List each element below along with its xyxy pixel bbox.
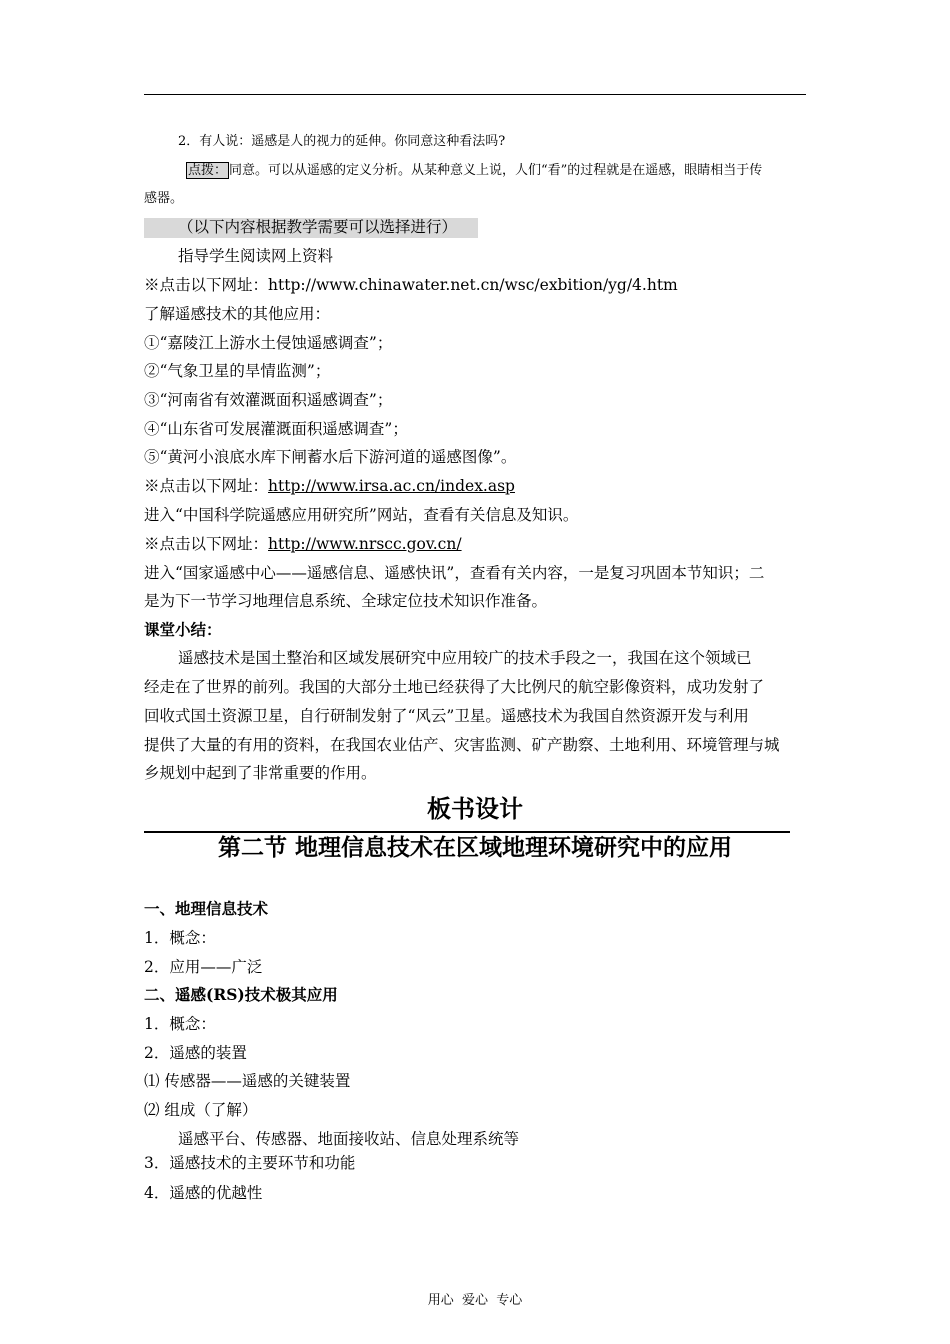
section-1-item: 2．应用——广泛 [144,958,263,976]
link-2-description: 进入“中国科学院遥感应用研究所”网站，查看有关信息及知识。 [144,506,579,524]
application-item: ④“山东省可发展灌溉面积遥感调查”； [144,420,408,438]
answer-2-line1 [186,160,762,182]
section-2-item: 4．遥感的优越性 [144,1184,263,1202]
application-item: ③“河南省有效灌溉面积遥感调查”； [144,391,393,409]
link-2-url[interactable]: http://www.irsa.ac.cn/index.asp [268,477,515,495]
question-2: 2．有人说：遥感是人的视力的延伸。你同意这种看法吗? [178,134,506,149]
link-3-description-line2: 是为下一节学习地理信息系统、全球定位技术知识作准备。 [144,592,548,610]
link-1-url[interactable]: http://www.chinawater.net.cn/wsc/exbition/yg/4.htm [268,276,678,294]
application-item: ②“气象卫星的旱情监测”； [144,362,331,380]
summary-line: 回收式国土资源卫星，自行研制发射了“风云”卫星。遥感技术为我国自然资源开发与利用 [144,707,749,725]
link-3-url[interactable]: http://www.nrscc.gov.cn/ [268,535,462,553]
applications-intro: 了解遥感技术的其他应用： [144,305,331,323]
summary-line: 乡规划中起到了非常重要的作用。 [144,764,377,782]
answer-2-line2: 感器。 [144,191,184,206]
link-1-line [144,274,678,296]
board-subtitle: 第二节 地理信息技术在区域地理环境研究中的应用 [217,834,732,861]
answer-2-text: 同意。可以从遥感的定义分析。从某种意义上说，人们“看”的过程就是在遥感，眼睛相当于传 [229,163,763,178]
summary-line: 经走在了世界的前列。我国的大部分土地已经获得了大比例尺的航空影像资料，成功发射了 [144,678,765,696]
section-2-item: 3．遥感技术的主要环节和功能 [144,1154,356,1172]
board-title: 板书设计 [427,794,523,823]
section-2-item: ⑵ 组成（了解） [144,1101,258,1119]
reading-guide: 指导学生阅读网上资料 [178,247,334,265]
section-1-heading: 一、地理信息技术 [144,899,269,918]
summary-line: 提供了大量的有用的资料，在我国农业估产、灾害监测、矿产勘察、土地利用、环境管理与城 [144,736,780,754]
link-3-description-line1: 进入“国家遥感中心——遥感信息、遥感快讯”，查看有关内容，一是复习巩固本节知识；二 [144,564,765,582]
summary-heading: 课堂小结： [144,620,222,639]
hint-tag: 点拨： [188,163,228,178]
section-2-heading: 二、遥感(RS)技术极其应用 [144,985,338,1004]
link-1-prefix: ※点击以下网址： [144,276,269,294]
page-footer: 用心 爱心 专心 [427,1293,523,1308]
header-rule [144,94,806,95]
application-item: ①“嘉陵江上游水土侵蚀遥感调查”； [144,334,393,352]
section-2-item: 2．遥感的装置 [144,1044,247,1062]
link-2-line [144,475,515,497]
section-1-item: 1．概念： [144,929,216,947]
application-item: ⑤“黄河小浪底水库下闸蓄水后下游河道的遥感图像”。 [144,448,517,466]
link-2-prefix: ※点击以下网址： [144,477,269,495]
section-2-item: 遥感平台、传感器、地面接收站、信息处理系统等 [178,1130,520,1148]
section-2-item: 1．概念： [144,1015,216,1033]
optional-note: （以下内容根据教学需要可以选择进行） [178,218,458,236]
link-3-line [144,533,462,555]
summary-line: 遥感技术是国土整治和区域发展研究中应用较广的技术手段之一，我国在这个领域已 [178,649,752,667]
section-2-item: ⑴ 传感器——遥感的关键装置 [144,1072,351,1090]
link-3-prefix: ※点击以下网址： [144,535,269,553]
